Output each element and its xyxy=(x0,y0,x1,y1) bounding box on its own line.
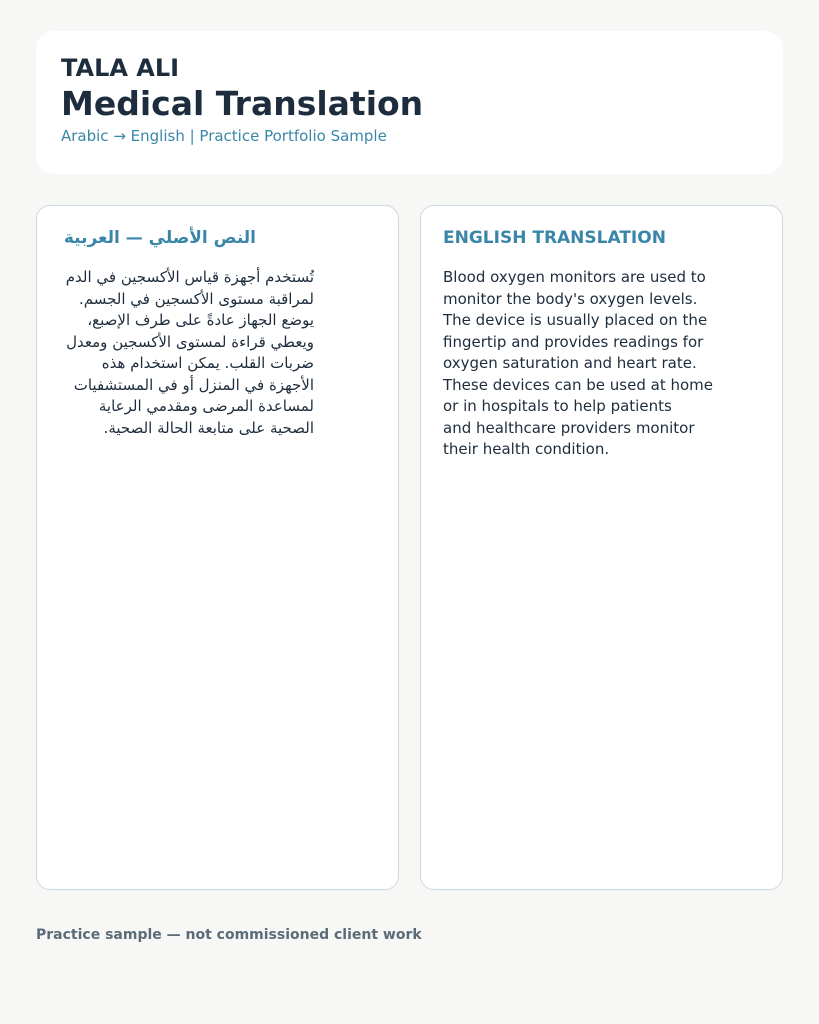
header-card xyxy=(36,31,783,174)
source-text-line: لمراقبة مستوى الأكسجين في الجسم. xyxy=(78,289,314,308)
footer-disclaimer: Practice sample — not commissioned client work xyxy=(36,927,422,943)
translation-text-line: fingertip and provides readings for xyxy=(443,332,704,351)
source-text-line: يوضع الجهاز عادةً على طرف الإصبع، xyxy=(87,311,314,329)
translation-text-body xyxy=(443,267,760,461)
source-panel-heading: النص الأصلي — العربية xyxy=(63,228,256,248)
page-title: Medical Translation xyxy=(61,84,424,123)
source-text-line: الأجهزة في المنزل أو في المستشفيات xyxy=(73,375,314,394)
source-text-line: لمساعدة المرضى ومقدمي الرعاية xyxy=(98,397,314,415)
translation-text-line: and healthcare providers monitor xyxy=(443,418,695,437)
source-text-panel xyxy=(36,205,399,890)
source-text-line: الصحية على متابعة الحالة الصحية. xyxy=(103,418,314,437)
page-subtitle: Arabic → English | Practice Portfolio Sample xyxy=(61,127,387,145)
translation-panel xyxy=(420,205,783,890)
translation-panel-heading: ENGLISH TRANSLATION xyxy=(443,228,666,248)
translation-text-line: Blood oxygen monitors are used to xyxy=(443,268,706,286)
source-text-line: ويعطي قراءة لمستوى الأكسجين ومعدل xyxy=(66,332,314,351)
translation-text-line: The device is usually placed on the xyxy=(443,311,708,329)
translation-text-line: monitor the body's oxygen levels. xyxy=(443,289,698,308)
source-text-line: تُستخدم أجهزة قياس الأكسجين في الدم xyxy=(65,268,314,286)
source-text-body xyxy=(59,267,314,439)
author-name: TALA ALI xyxy=(61,54,180,82)
translation-text-line: or in hospitals to help patients xyxy=(443,397,672,415)
translation-text-line: their health condition. xyxy=(443,440,610,458)
source-text-line: ضربات القلب. يمكن استخدام هذه xyxy=(101,354,314,372)
translation-text-line: oxygen saturation and heart rate. xyxy=(443,354,697,372)
translation-text-line: These devices can be used at home xyxy=(443,375,713,394)
